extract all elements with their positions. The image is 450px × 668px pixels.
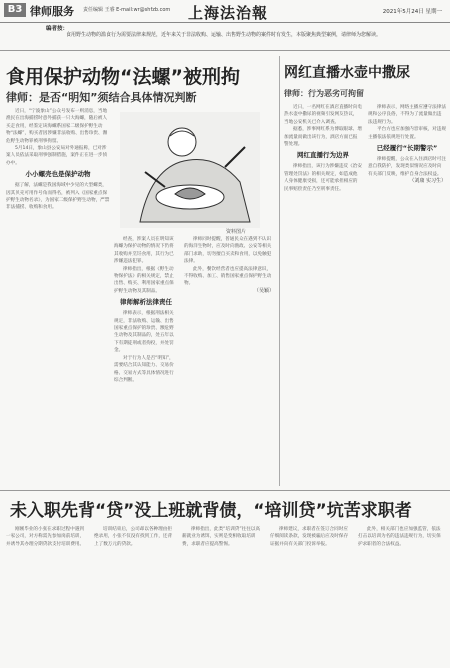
editor-note-text: 食用野生动物的滥食行为需要法律来规范，近年来关于非法收购、运输、出售野生动物的案件时有发生，本版聚焦典型案例，请律师为您解读。 — [66, 32, 382, 38]
article3-column-4 — [270, 526, 352, 664]
issue-date: 2021年5月24日 星期一 — [382, 9, 442, 15]
divider — [0, 490, 450, 491]
article2-column-1 — [284, 104, 362, 488]
page-badge: B3 — [4, 3, 26, 17]
article1-column-3 — [184, 236, 274, 488]
paragraph: 近日，“宁波象山”公众号发布一则消息，当地渔民在出海捕捞时意外捕获一只大海螺，随后被人买走食用，经鉴定该海螺系国家二级保护野生动物“法螺”，购买者因涉嫌非法收购、出售珍贵、濒危野生动物罪被刑事拘留。 — [6, 109, 108, 144]
paragraph: 据了解，法螺是我国海域中少见的大型螺类，因其贝壳可用作号角而得名，被列入《国家重点保护野生动物名录》，为国家二级保护野生动物，严禁非法捕捞、收购和食用。 — [6, 183, 110, 211]
article1-subhead-1: 小小螺壳也是保护动物 — [25, 170, 91, 179]
article2-subhead-1: 网红直播行为边界 — [297, 151, 349, 160]
paragraph: 经查，涉案人员在明知该海螺为保护动物的情况下仍将其收购并烹饪食用，其行为已涉嫌违法犯罪。 — [114, 237, 174, 265]
paragraph: 近日，一名网红在酒店直播时向电热水壶中撒尿的视频引发网友热议，当地公安机关已介入调查。 — [284, 105, 362, 125]
article1-title: 食用保护动物“法螺”被刑拘 — [6, 66, 240, 88]
article2-subtitle: 律师：行为恶劣可拘留 — [284, 89, 364, 98]
paragraph: 培训结束后，公司却以各种理由拒绝录用，小张不仅没有找到工作，还背上了数万元的贷款。 — [94, 527, 173, 547]
article3-title: 未入职先背“贷”没上班就背债，“培训贷”坑苦求职者 — [10, 501, 412, 521]
paragraph: 此外，相关部门也应加强监管，依法打击以培训为名的违法违规行为，切实保护求职者的合法权益。 — [358, 527, 441, 547]
paragraph: 律师指出，该行为涉嫌违反《治安管理处罚法》的相关规定，如造成他人身体健康受损，还可能承担相应的民事赔偿责任乃至刑事责任。 — [284, 164, 362, 192]
editor-line: 责任编辑 王睿 E-mail:wr@shfzb.com — [83, 7, 171, 13]
paragraph: 5月14日，象山县公安局对外通报称，已对涉案人员依法采取刑事强制措施，案件正在进一步侦办中。 — [6, 146, 108, 166]
article1-illustration — [120, 112, 260, 228]
article2-column-2 — [368, 104, 446, 488]
paragraph: 律师同时提醒，普通民众在遇到不认识的海洋生物时，应及时向渔政、公安等相关部门求助，切勿擅自买卖和食用，以免触犯法律。 — [184, 237, 272, 265]
article3-column-3 — [182, 526, 264, 664]
article2-author: （刘康 实习生） — [409, 178, 446, 185]
masthead — [0, 0, 450, 23]
article1-column-1 — [6, 108, 110, 488]
paragraph: 律师表示，根据刑法相关规定，非法收购、运输、出售国家重点保护的珍贵、濒危野生动物及其制品的，处五年以下有期徒刑或者拘役，并处罚金。 — [114, 311, 174, 354]
article3-column-2 — [94, 526, 176, 664]
editor-note — [46, 24, 406, 46]
article1-author: （吴颖） — [253, 287, 274, 294]
newspaper-logo: 上海法治報 — [188, 4, 269, 22]
paragraph: 平台方也应加强内容审核，对违规主播依法依规进行处置。 — [368, 127, 446, 140]
illustration-caption: 资料图片 — [226, 229, 247, 235]
article3-column-1 — [6, 526, 88, 664]
divider — [0, 50, 450, 51]
article3-column-5 — [358, 526, 444, 664]
paragraph: 对于行为人是否“明知”，需要结合其认知能力、交易价格、交易方式等具体情况进行综合判断。 — [114, 355, 174, 383]
column-divider — [279, 56, 280, 486]
article1-subhead-2: 律师解析法律责任 — [120, 298, 172, 307]
paragraph: 律师建议，求职者在签订合同时应仔细阅读条款，发现被骗后应及时保存证据并向有关部门投诉举报。 — [270, 527, 349, 547]
article2-title: 网红直播水壶中撒尿 — [284, 65, 410, 81]
paragraph: 据悉，涉事网红系为博取眼球、增加流量而做出该行为，酒店方面已报警处理。 — [284, 127, 362, 148]
paragraph: 律师表示，网络主播应遵守法律法规和公序良俗，不得为了流量做出违法违规行为。 — [368, 105, 446, 125]
article2-subhead-2: 已经履行“长期警示” — [376, 144, 438, 153]
editor-note-label: 编者按： — [46, 26, 69, 32]
article1-subtitle: 律师：是否“明知”须结合具体情况判断 — [6, 91, 197, 104]
section-title: 律师服务 — [30, 5, 74, 18]
paragraph: 刚刚毕业的小张在求职过程中遇到一家公司，对方称需先参加岗前培训，并诱导其办理分期贷款支付培训费用。 — [6, 527, 85, 547]
paragraph: 此外，餐饮经营者也应提高法律意识，不得收购、加工、销售国家重点保护野生动物。 — [184, 266, 272, 287]
paragraph: 律师指出，根据《野生动物保护法》的相关规定，禁止出售、购买、利用国家重点保护野生动物及其制品。 — [114, 266, 174, 294]
paragraph: 律师提醒，公众在入住酒店时可注意自我防护，发现类似情况应及时向有关部门反映，维护自身合法权益。 — [368, 157, 446, 177]
article1-column-2 — [114, 236, 178, 488]
paragraph: 律师指出，此类“培训贷”往往以高薪就业为诱饵，实则是变相收取培训费，求职者应提高警惕。 — [182, 527, 261, 547]
